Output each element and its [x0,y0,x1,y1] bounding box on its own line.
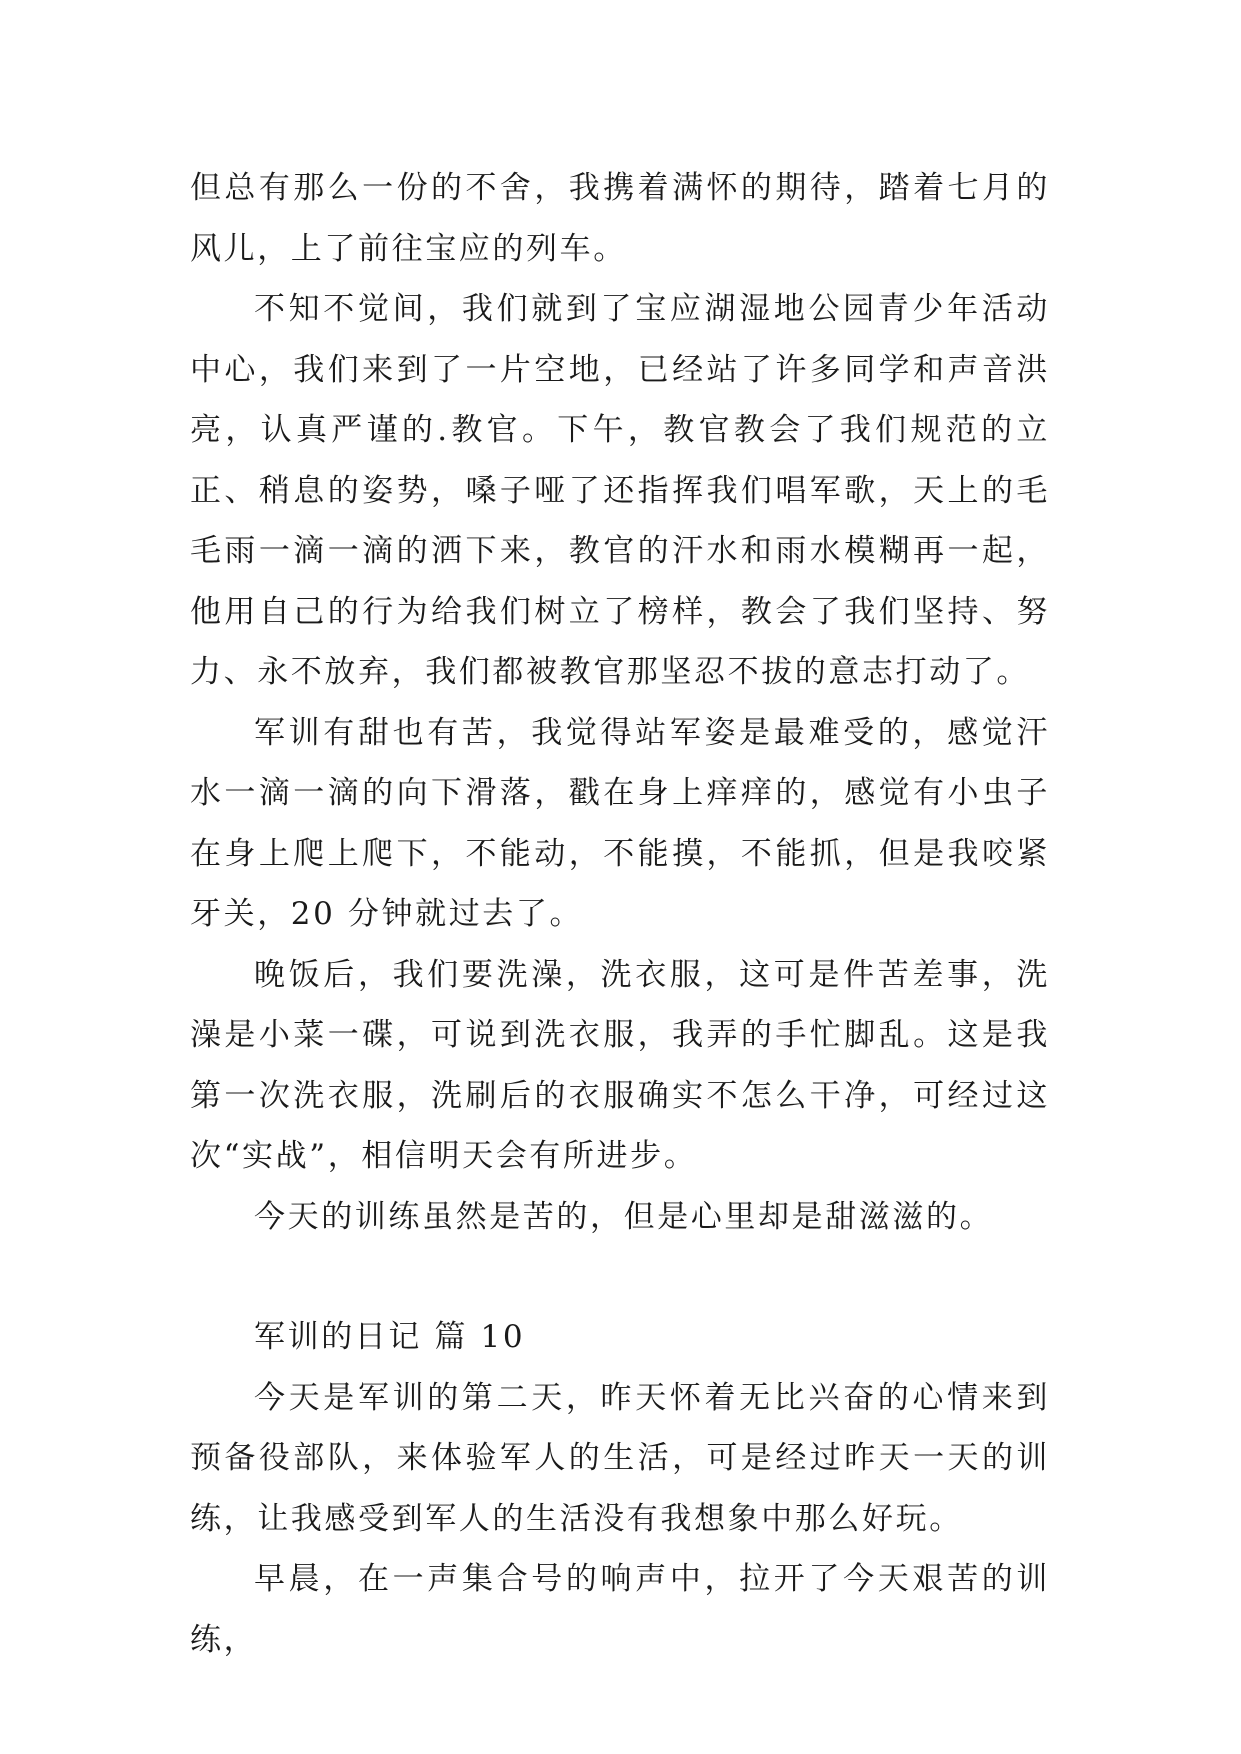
section-heading: 军训的日记 篇 10 [254,1319,526,1355]
paragraph-continuation: 但总有那么一份的不舍，我携着满怀的期待，踏着七月的风儿，上了前往宝应的列车。 [190,170,1050,267]
paragraph: 早晨，在一声集合号的响声中，拉开了今天艰苦的训练， [190,1561,1050,1658]
paragraph: 今天的训练虽然是苦的，但是心里却是甜滋滋的。 [254,1198,994,1235]
document-body [190,158,1050,1670]
section-gap [190,1247,1050,1307]
paragraph: 不知不觉间，我们就到了宝应湖湿地公园青少年活动中心，我们来到了一片空地，已经站了许多同学和声音洪亮，认真严谨的.教官。下午，教官教会了我们规范的立正、稍息的姿势，嗓子哑了还指挥我们唱军歌，天上的毛毛雨一滴一滴的洒下来，教官的汗水和雨水模糊再一起，他用自己的行为给我们树立了榜样，教会了我们坚持、努力、永不放弃，我们都被教官那坚忍不拔的意志打动了。 [190,291,1050,690]
paragraph: 晚饭后，我们要洗澡，洗衣服，这可是件苦差事，洗澡是小菜一碟，可说到洗衣服，我弄的手忙脚乱。这是我第一次洗衣服，洗刷后的衣服确实不怎么干净，可经过这次“实战”，相信明天会有所进步。 [190,956,1050,1174]
paragraph: 今天是军训的第二天，昨天怀着无比兴奋的心情来到预备役部队，来体验军人的生活，可是经过昨天一天的训练，让我感受到军人的生活没有我想象中那么好玩。 [190,1379,1050,1537]
paragraph: 军训有甜也有苦，我觉得站军姿是最难受的，感觉汗水一滴一滴的向下滑落，戳在身上痒痒的，感觉有小虫子在身上爬上爬下，不能动，不能摸，不能抓，但是我咬紧牙关，20 分钟就过去了。 [190,714,1050,932]
